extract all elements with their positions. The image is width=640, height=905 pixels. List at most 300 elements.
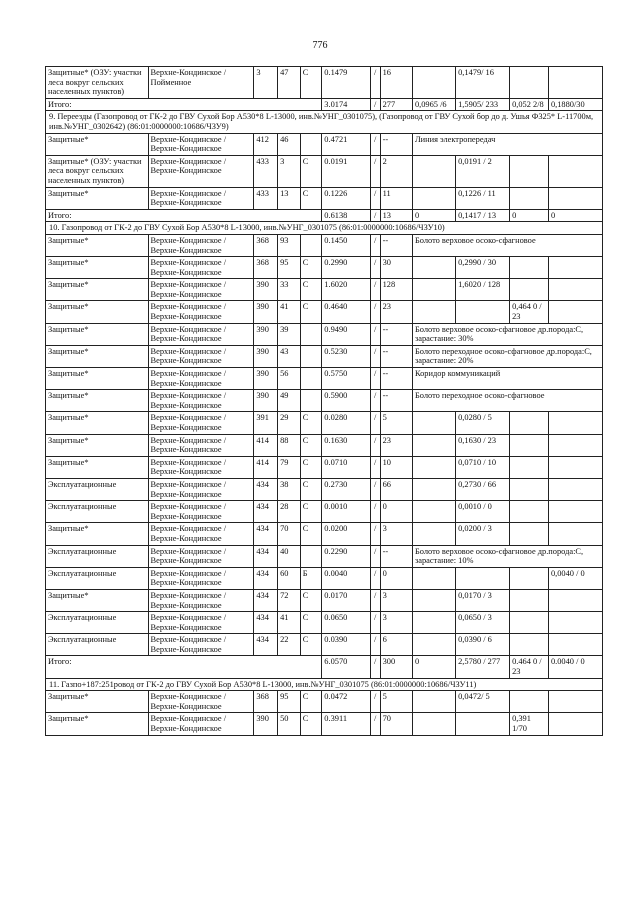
separator-cell: / — [370, 691, 380, 713]
volume-cell: 3 — [380, 523, 412, 545]
forestry-cell: Верхне-Кондинское / Верхне-Кондинское — [148, 691, 254, 713]
value-cell — [412, 279, 455, 301]
value-cell — [510, 456, 549, 478]
volume-cell: -- — [380, 323, 412, 345]
table-row — [46, 713, 603, 735]
value-cell: 0 — [412, 209, 455, 222]
division-cell: 39 — [278, 323, 301, 345]
species-cell — [300, 545, 322, 567]
table-row — [46, 412, 603, 434]
division-cell: 79 — [278, 456, 301, 478]
volume-cell: 66 — [380, 478, 412, 500]
table-row — [46, 501, 603, 523]
quarter-cell: 368 — [254, 234, 278, 256]
quarter-cell: 368 — [254, 691, 278, 713]
table-row — [46, 434, 603, 456]
table-body — [46, 67, 603, 736]
value-cell: 0 — [548, 209, 602, 222]
forestry-cell: Верхне-Кондинское / Верхне-Кондинское — [148, 634, 254, 656]
value-cell: 0,0040 / 0 — [548, 567, 602, 589]
value-cell — [548, 589, 602, 611]
separator-cell: / — [370, 67, 380, 99]
division-cell: 28 — [278, 501, 301, 523]
separator-cell: / — [370, 612, 380, 634]
quarter-cell: 434 — [254, 589, 278, 611]
quarter-cell: 434 — [254, 501, 278, 523]
category-cell: Защитные* — [46, 301, 149, 323]
division-cell: 43 — [278, 345, 301, 367]
division-cell: 46 — [278, 133, 301, 155]
quarter-cell: 434 — [254, 612, 278, 634]
volume-cell: 13 — [380, 209, 412, 222]
area-cell: 0.0390 — [322, 634, 371, 656]
volume-cell: -- — [380, 345, 412, 367]
division-cell: 93 — [278, 234, 301, 256]
value-cell: 0,0472/ 5 — [456, 691, 510, 713]
forestry-cell: Верхне-Кондинское / Верхне-Кондинское — [148, 434, 254, 456]
species-cell: С — [300, 456, 322, 478]
area-cell: 0.5750 — [322, 368, 371, 390]
value-cell — [510, 691, 549, 713]
category-cell: Защитные* — [46, 345, 149, 367]
value-cell: 0,2990 / 30 — [456, 257, 510, 279]
value-cell — [510, 434, 549, 456]
category-cell: Эксплуатационные — [46, 478, 149, 500]
forestry-cell: Верхне-Кондинское / Верхне-Кондинское — [148, 567, 254, 589]
value-cell: 1,6020 / 128 — [456, 279, 510, 301]
page-number: 776 — [312, 40, 328, 51]
division-cell: 40 — [278, 545, 301, 567]
category-cell: Защитные* — [46, 187, 149, 209]
value-cell — [412, 257, 455, 279]
separator-cell: / — [370, 301, 380, 323]
quarter-cell: 390 — [254, 301, 278, 323]
value-cell — [548, 301, 602, 323]
species-cell: С — [300, 434, 322, 456]
category-cell: Защитные* — [46, 368, 149, 390]
value-cell: 0,391 1/70 — [510, 713, 549, 735]
value-cell — [548, 187, 602, 209]
value-cell — [548, 257, 602, 279]
separator-cell: / — [370, 209, 380, 222]
area-cell: 0.2290 — [322, 545, 371, 567]
separator-cell: / — [370, 368, 380, 390]
species-cell: С — [300, 523, 322, 545]
volume-cell: 3 — [380, 589, 412, 611]
value-cell — [548, 691, 602, 713]
area-cell: 3.0174 — [322, 98, 371, 111]
value-cell — [548, 456, 602, 478]
volume-cell: -- — [380, 133, 412, 155]
division-cell: 33 — [278, 279, 301, 301]
value-cell — [412, 501, 455, 523]
separator-cell: / — [370, 545, 380, 567]
division-cell: 50 — [278, 713, 301, 735]
value-cell — [412, 478, 455, 500]
category-cell: Эксплуатационные — [46, 545, 149, 567]
section-header-row — [46, 222, 603, 235]
section-header-row — [46, 678, 603, 691]
value-cell: 0 — [510, 209, 549, 222]
volume-cell: 10 — [380, 456, 412, 478]
area-cell: 0.0650 — [322, 612, 371, 634]
value-cell — [412, 523, 455, 545]
value-cell: 0.0040 / 0 — [548, 656, 602, 678]
division-cell: 72 — [278, 589, 301, 611]
value-cell: 0,0191 / 2 — [456, 155, 510, 187]
area-cell: 0.0280 — [322, 412, 371, 434]
quarter-cell: 390 — [254, 279, 278, 301]
value-cell — [412, 612, 455, 634]
total-label: Итого: — [46, 656, 322, 678]
quarter-cell: 434 — [254, 567, 278, 589]
division-cell: 47 — [278, 67, 301, 99]
quarter-cell: 434 — [254, 634, 278, 656]
total-label: Итого: — [46, 98, 322, 111]
volume-cell: 70 — [380, 713, 412, 735]
quarter-cell: 433 — [254, 187, 278, 209]
species-cell: С — [300, 301, 322, 323]
total-row — [46, 209, 603, 222]
table-row — [46, 545, 603, 567]
value-cell — [412, 155, 455, 187]
note-cell: Коридор коммуникаций — [412, 368, 602, 390]
quarter-cell: 434 — [254, 545, 278, 567]
note-cell: Болото верховое осоко-сфагновое др.порода:С, зарастание: 30% — [412, 323, 602, 345]
area-cell: 0.0472 — [322, 691, 371, 713]
volume-cell: 5 — [380, 691, 412, 713]
value-cell — [412, 456, 455, 478]
species-cell: С — [300, 257, 322, 279]
area-cell: 0.0710 — [322, 456, 371, 478]
separator-cell: / — [370, 133, 380, 155]
forestry-cell: Верхне-Кондинское / Верхне-Кондинское — [148, 257, 254, 279]
value-cell — [548, 412, 602, 434]
species-cell: С — [300, 634, 322, 656]
area-cell: 0.1479 — [322, 67, 371, 99]
value-cell — [456, 301, 510, 323]
table-row — [46, 456, 603, 478]
value-cell — [412, 434, 455, 456]
value-cell — [548, 67, 602, 99]
table-row — [46, 691, 603, 713]
separator-cell: / — [370, 279, 380, 301]
category-cell: Защитные* — [46, 257, 149, 279]
quarter-cell: 3 — [254, 67, 278, 99]
separator-cell: / — [370, 634, 380, 656]
value-cell — [510, 589, 549, 611]
forestry-cell: Верхне-Кондинское / Верхне-Кондинское — [148, 323, 254, 345]
species-cell: С — [300, 691, 322, 713]
value-cell — [510, 187, 549, 209]
area-cell: 0.2730 — [322, 478, 371, 500]
forestry-cell: Верхне-Кондинское / Верхне-Кондинское — [148, 234, 254, 256]
table-row — [46, 390, 603, 412]
value-cell: 2,5780 / 277 — [456, 656, 510, 678]
quarter-cell: 412 — [254, 133, 278, 155]
section-title: 10. Газопровод от ГК-2 до ГВУ Сухой Бор А530*8 L-13000, инв.№УНГ_0301075 (86:01:0000000:10686/ЧЗУ10) — [46, 222, 603, 235]
species-cell: С — [300, 187, 322, 209]
separator-cell: / — [370, 257, 380, 279]
value-cell — [412, 412, 455, 434]
separator-cell: / — [370, 187, 380, 209]
table-row — [46, 67, 603, 99]
value-cell: 0,1630 / 23 — [456, 434, 510, 456]
area-cell: 0.5900 — [322, 390, 371, 412]
note-cell: Болото верховое осоко-сфагновое др.порода:С, зарастание: 10% — [412, 545, 602, 567]
value-cell — [412, 301, 455, 323]
value-cell — [510, 279, 549, 301]
area-cell: 0.2990 — [322, 257, 371, 279]
category-cell: Защитные* — [46, 390, 149, 412]
value-cell: 0,0280 / 5 — [456, 412, 510, 434]
note-cell: Линия электропередач — [412, 133, 602, 155]
species-cell — [300, 390, 322, 412]
volume-cell: 23 — [380, 301, 412, 323]
separator-cell: / — [370, 656, 380, 678]
volume-cell: 300 — [380, 656, 412, 678]
volume-cell: 0 — [380, 567, 412, 589]
table-row — [46, 257, 603, 279]
species-cell — [300, 323, 322, 345]
division-cell: 49 — [278, 390, 301, 412]
area-cell: 0.1450 — [322, 234, 371, 256]
table-row — [46, 589, 603, 611]
separator-cell: / — [370, 412, 380, 434]
value-cell: 0,1226 / 11 — [456, 187, 510, 209]
separator-cell: / — [370, 501, 380, 523]
separator-cell: / — [370, 478, 380, 500]
separator-cell: / — [370, 523, 380, 545]
value-cell — [510, 155, 549, 187]
value-cell — [510, 67, 549, 99]
area-cell: 6.0570 — [322, 656, 371, 678]
value-cell — [548, 155, 602, 187]
quarter-cell: 434 — [254, 523, 278, 545]
separator-cell: / — [370, 98, 380, 111]
table-row — [46, 301, 603, 323]
volume-cell: -- — [380, 234, 412, 256]
value-cell — [548, 523, 602, 545]
separator-cell: / — [370, 434, 380, 456]
quarter-cell: 433 — [254, 155, 278, 187]
value-cell — [510, 523, 549, 545]
quarter-cell: 391 — [254, 412, 278, 434]
value-cell: 0,052 2/8 — [510, 98, 549, 111]
species-cell: С — [300, 155, 322, 187]
value-cell — [510, 257, 549, 279]
table-row — [46, 155, 603, 187]
area-cell: 0.1630 — [322, 434, 371, 456]
volume-cell: 0 — [380, 501, 412, 523]
separator-cell: / — [370, 589, 380, 611]
table-row — [46, 567, 603, 589]
species-cell — [300, 368, 322, 390]
note-cell: Болото переходное осоко-сфагновое — [412, 390, 602, 412]
quarter-cell: 390 — [254, 323, 278, 345]
forestry-cell: Верхне-Кондинское / Верхне-Кондинское — [148, 501, 254, 523]
table-row — [46, 634, 603, 656]
value-cell: 0,1479/ 16 — [456, 67, 510, 99]
forestry-cell: Верхне-Кондинское / Верхне-Кондинское — [148, 368, 254, 390]
forestry-cell: Верхне-Кондинское / Верхне-Кондинское — [148, 523, 254, 545]
area-cell: 0.9490 — [322, 323, 371, 345]
quarter-cell: 390 — [254, 345, 278, 367]
table-row — [46, 133, 603, 155]
table-row — [46, 368, 603, 390]
separator-cell: / — [370, 345, 380, 367]
area-cell: 0.0200 — [322, 523, 371, 545]
value-cell: 0,0010 / 0 — [456, 501, 510, 523]
quarter-cell: 390 — [254, 713, 278, 735]
value-cell: 0 — [412, 656, 455, 678]
total-row — [46, 98, 603, 111]
note-cell: Болото переходное осоко-сфагновое др.порода:С, зарастание: 20% — [412, 345, 602, 367]
category-cell: Защитные* — [46, 323, 149, 345]
area-cell: 0.6138 — [322, 209, 371, 222]
section-title: 9. Переезды (Газопровод от ГК-2 до ГВУ Сухой Бор А530*8 L-13000, инв.№УНГ_0301075), (Газопровод от ГВУ Сухой бор до д. Ушья Ф325* L-11700м, инв.№УНГ_0302642) (86:01:0000000:10686/ЧЗУ9) — [46, 111, 603, 133]
value-cell — [412, 691, 455, 713]
forestry-cell: Верхне-Кондинское / Верхне-Кондинское — [148, 713, 254, 735]
forestry-cell: Верхне-Кондинское / Верхне-Кондинское — [148, 301, 254, 323]
volume-cell: -- — [380, 390, 412, 412]
volume-cell: 30 — [380, 257, 412, 279]
table-row — [46, 187, 603, 209]
forestry-cell: Верхне-Кондинское / Верхне-Кондинское — [148, 412, 254, 434]
category-cell: Эксплуатационные — [46, 634, 149, 656]
separator-cell: / — [370, 567, 380, 589]
volume-cell: 277 — [380, 98, 412, 111]
division-cell: 95 — [278, 257, 301, 279]
volume-cell: 3 — [380, 612, 412, 634]
division-cell: 95 — [278, 691, 301, 713]
value-cell: 0,1880/30 — [548, 98, 602, 111]
volume-cell: 11 — [380, 187, 412, 209]
area-cell: 0.0040 — [322, 567, 371, 589]
species-cell — [300, 133, 322, 155]
total-row — [46, 656, 603, 678]
division-cell: 3 — [278, 155, 301, 187]
area-cell: 0.4721 — [322, 133, 371, 155]
category-cell: Защитные* — [46, 691, 149, 713]
division-cell: 41 — [278, 612, 301, 634]
value-cell: 0,0390 / 6 — [456, 634, 510, 656]
table-row — [46, 323, 603, 345]
volume-cell: 6 — [380, 634, 412, 656]
separator-cell: / — [370, 234, 380, 256]
value-cell — [548, 501, 602, 523]
value-cell: 0,1417 / 13 — [456, 209, 510, 222]
value-cell: 0,2730 / 66 — [456, 478, 510, 500]
value-cell — [548, 713, 602, 735]
area-cell: 0.1226 — [322, 187, 371, 209]
forestry-cell: Верхне-Кондинское / Верхне-Кондинское — [148, 456, 254, 478]
category-cell: Защитные* (ОЗУ: участки леса вокруг сельских населенных пунктов) — [46, 67, 149, 99]
volume-cell: -- — [380, 368, 412, 390]
species-cell: С — [300, 713, 322, 735]
forestry-cell: Верхне-Кондинское / Верхне-Кондинское — [148, 187, 254, 209]
forest-plots-table — [45, 66, 603, 736]
volume-cell: 23 — [380, 434, 412, 456]
table-row — [46, 612, 603, 634]
forestry-cell: Верхне-Кондинское / Верхне-Кондинское — [148, 589, 254, 611]
table-row — [46, 523, 603, 545]
species-cell: С — [300, 612, 322, 634]
forestry-cell: Верхне-Кондинское / Верхне-Кондинское — [148, 612, 254, 634]
category-cell: Защитные* — [46, 133, 149, 155]
value-cell — [548, 279, 602, 301]
category-cell: Защитные* — [46, 279, 149, 301]
species-cell: С — [300, 412, 322, 434]
category-cell: Защитные* (ОЗУ: участки леса вокруг сельских населенных пунктов) — [46, 155, 149, 187]
quarter-cell: 390 — [254, 390, 278, 412]
volume-cell: 128 — [380, 279, 412, 301]
value-cell — [412, 187, 455, 209]
division-cell: 88 — [278, 434, 301, 456]
category-cell: Эксплуатационные — [46, 501, 149, 523]
value-cell — [510, 567, 549, 589]
value-cell — [412, 67, 455, 99]
area-cell: 1.6020 — [322, 279, 371, 301]
category-cell: Защитные* — [46, 456, 149, 478]
value-cell: 0,0650 / 3 — [456, 612, 510, 634]
species-cell: С — [300, 589, 322, 611]
value-cell — [412, 589, 455, 611]
category-cell: Защитные* — [46, 412, 149, 434]
forestry-cell: Верхне-Кондинское / Верхне-Кондинское — [148, 478, 254, 500]
area-cell: 0.4640 — [322, 301, 371, 323]
forestry-cell: Верхне-Кондинское / Верхне-Кондинское — [148, 390, 254, 412]
species-cell: Б — [300, 567, 322, 589]
volume-cell: 5 — [380, 412, 412, 434]
forestry-cell: Верхне-Кондинское / Пойменное — [148, 67, 254, 99]
value-cell: 0.464 0 / 23 — [510, 656, 549, 678]
value-cell: 0,0965 /6 — [412, 98, 455, 111]
quarter-cell: 390 — [254, 368, 278, 390]
area-cell: 0.0170 — [322, 589, 371, 611]
value-cell: 0,0200 / 3 — [456, 523, 510, 545]
area-cell: 0.3911 — [322, 713, 371, 735]
area-cell: 0.0191 — [322, 155, 371, 187]
category-cell: Защитные* — [46, 523, 149, 545]
value-cell — [456, 713, 510, 735]
table-row — [46, 478, 603, 500]
value-cell — [510, 612, 549, 634]
value-cell: 0,0170 / 3 — [456, 589, 510, 611]
value-cell — [510, 501, 549, 523]
division-cell: 56 — [278, 368, 301, 390]
volume-cell: 2 — [380, 155, 412, 187]
quarter-cell: 434 — [254, 478, 278, 500]
section-header-row — [46, 111, 603, 133]
species-cell: С — [300, 501, 322, 523]
category-cell: Защитные* — [46, 434, 149, 456]
species-cell — [300, 234, 322, 256]
table-row — [46, 345, 603, 367]
note-cell: Болото верховое осоко-сфагновое — [412, 234, 602, 256]
category-cell: Защитные* — [46, 713, 149, 735]
division-cell: 70 — [278, 523, 301, 545]
value-cell: 0,464 0 / 23 — [510, 301, 549, 323]
division-cell: 13 — [278, 187, 301, 209]
forestry-cell: Верхне-Кондинское / Верхне-Кондинское — [148, 133, 254, 155]
species-cell: С — [300, 478, 322, 500]
value-cell — [548, 434, 602, 456]
quarter-cell: 368 — [254, 257, 278, 279]
quarter-cell: 414 — [254, 456, 278, 478]
species-cell: С — [300, 67, 322, 99]
category-cell: Защитные* — [46, 234, 149, 256]
